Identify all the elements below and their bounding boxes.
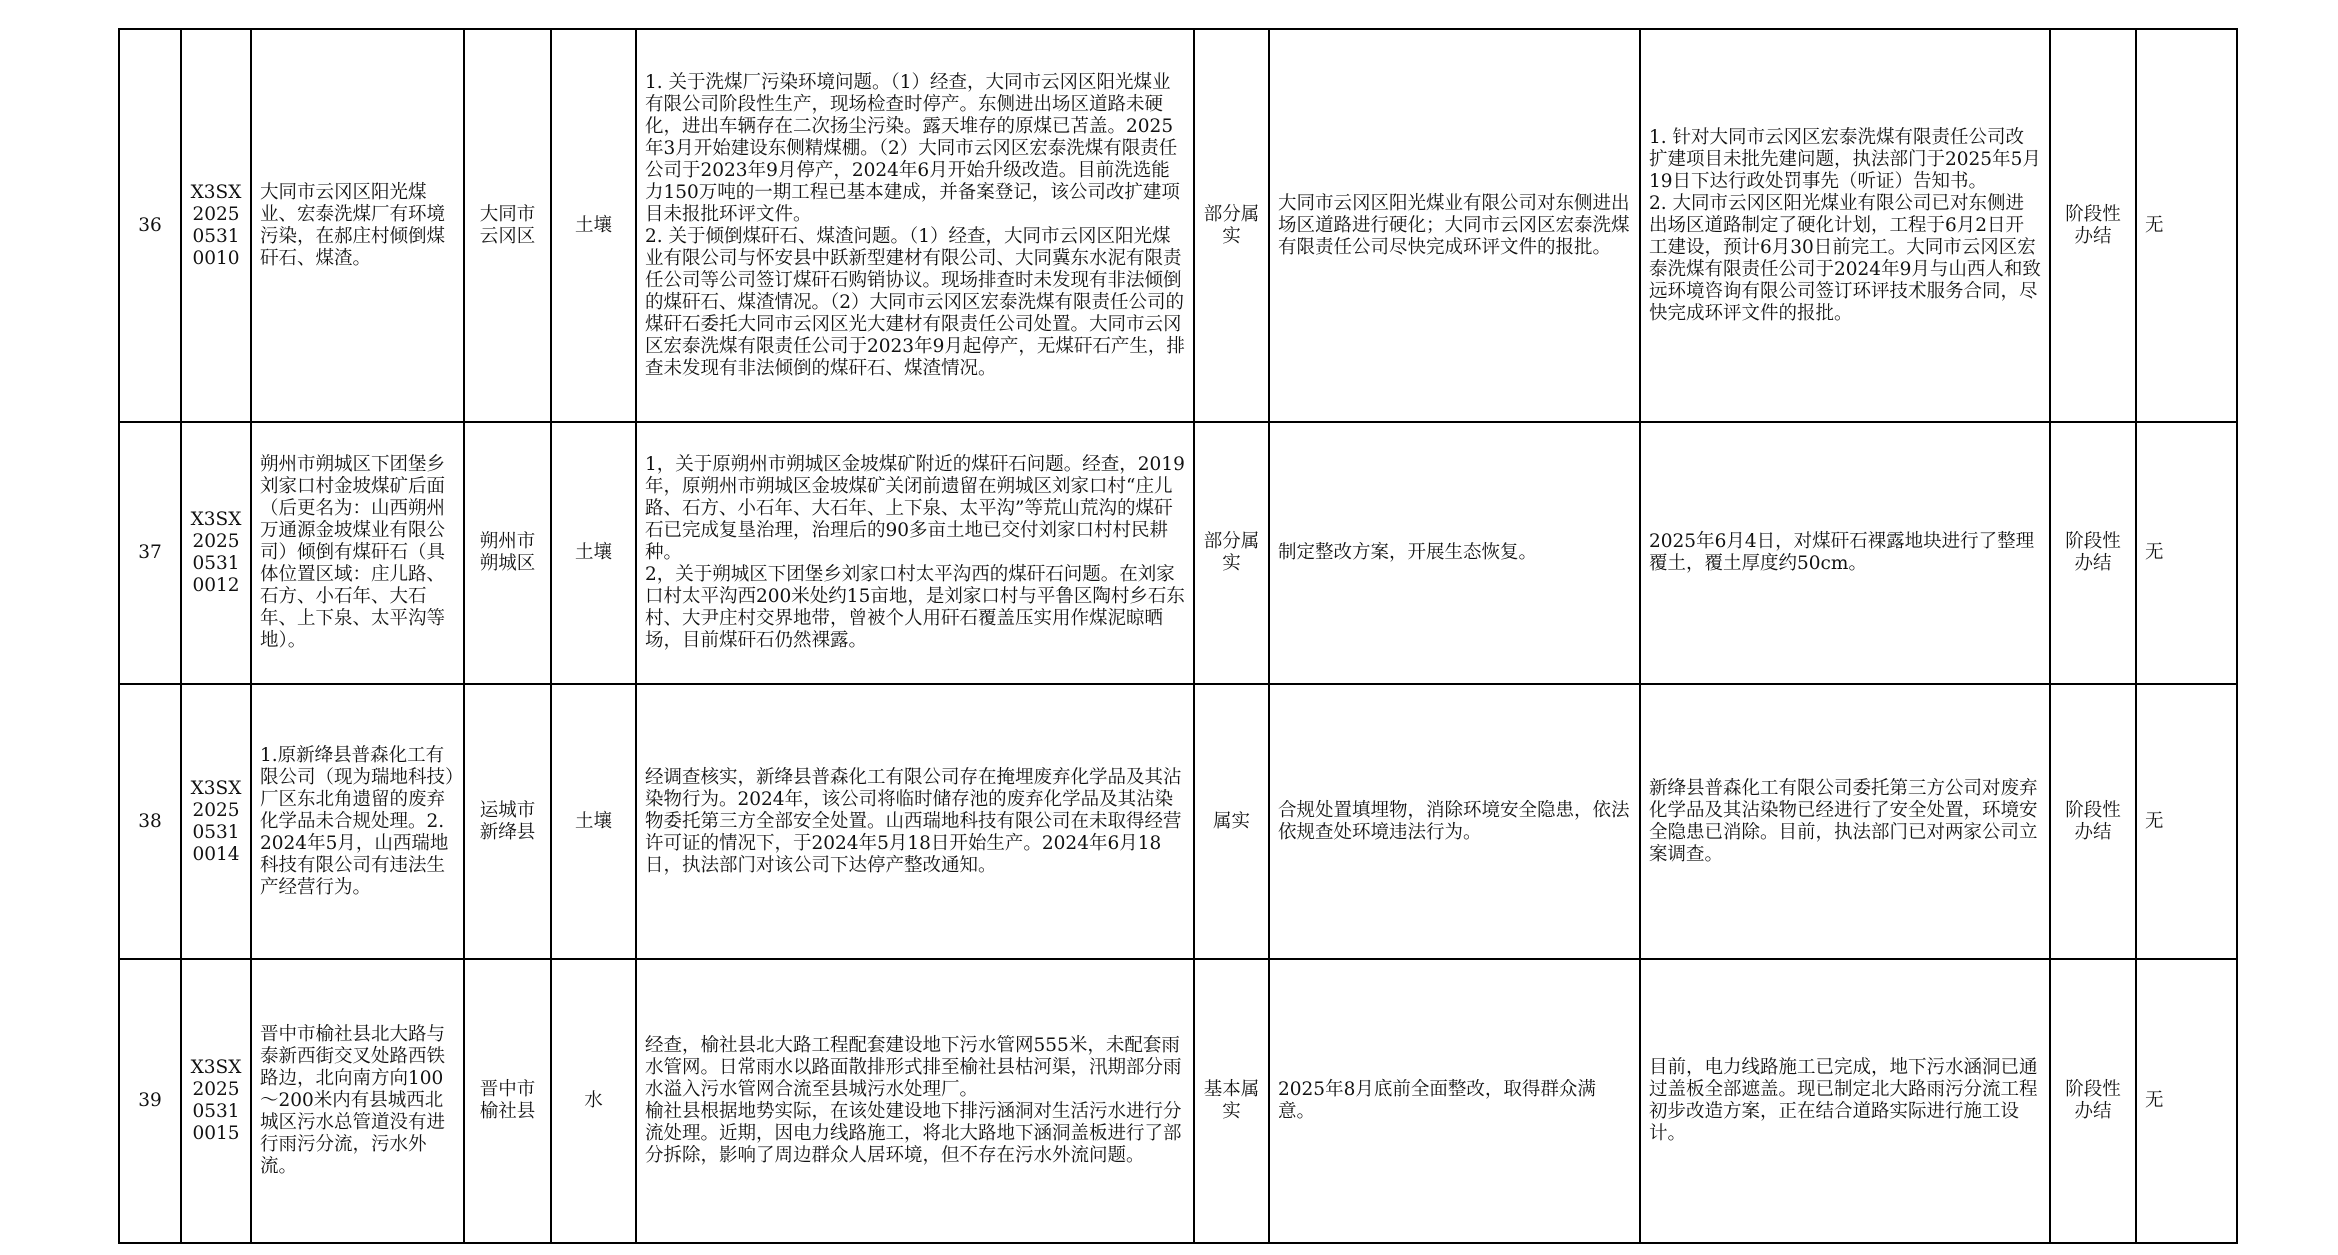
accountability: 无 xyxy=(2136,422,2237,684)
table-row xyxy=(119,422,2237,684)
administrative-region: 晋中市榆社县 xyxy=(464,959,551,1243)
rectification-measures: 大同市云冈区阳光煤业有限公司对东侧进出场区道路进行硬化；大同市云冈区宏泰洗煤有限责任公司尽快完成环评文件的报批。 xyxy=(1269,29,1640,422)
administrative-region: 大同市云冈区 xyxy=(464,29,551,422)
row-number: 38 xyxy=(119,684,181,959)
case-code: X3SX20250531 0012 xyxy=(181,422,251,684)
rectification-measures: 2025年8月底前全面整改，取得群众满意。 xyxy=(1269,959,1640,1243)
issue-description: 晋中市榆社县北大路与泰新西街交叉处路西铁路边，北向南方向100～200米内有县城西北城区污水总管道没有进行雨污分流，污水外流。 xyxy=(251,959,464,1243)
row-number: 36 xyxy=(119,29,181,422)
row-number: 37 xyxy=(119,422,181,684)
rectification-progress: 新绛县普森化工有限公司委托第三方公司对废弃化学品及其沾染物已经进行了安全处置，环境安全隐患已消除。目前，执法部门已对两家公司立案调查。 xyxy=(1640,684,2050,959)
pollution-type: 土壤 xyxy=(551,684,636,959)
rectification-progress: 2025年6月4日，对煤矸石裸露地块进行了整理覆土，覆土厚度约50cm。 xyxy=(1640,422,2050,684)
handling-status: 阶段性办结 xyxy=(2050,684,2136,959)
accountability: 无 xyxy=(2136,29,2237,422)
administrative-region: 朔州市朔城区 xyxy=(464,422,551,684)
table-body xyxy=(119,29,2237,1243)
rectification-progress: 目前，电力线路施工已完成，地下污水涵洞已通过盖板全部遮盖。现已制定北大路雨污分流工程初步改造方案，正在结合道路实际进行施工设计。 xyxy=(1640,959,2050,1243)
pollution-type: 水 xyxy=(551,959,636,1243)
verdict: 属实 xyxy=(1194,684,1269,959)
issue-description: 1.原新绛县普森化工有限公司（现为瑞地科技）厂区东北角遗留的废弃化学品未合规处理。2.2024年5月，山西瑞地科技有限公司有违法生产经营行为。 xyxy=(251,684,464,959)
verdict: 基本属实 xyxy=(1194,959,1269,1243)
verdict: 部分属实 xyxy=(1194,29,1269,422)
investigation-findings: 经调查核实，新绛县普森化工有限公司存在掩埋废弃化学品及其沾染物行为。2024年，该公司将临时储存池的废弃化学品及其沾染物委托第三方全部安全处置。山西瑞地科技有限公司在未取得经营许可证的情况下，于2024年5月18日开始生产。2024年6月18日，执法部门对该公司下达停产整改通知。 xyxy=(636,684,1194,959)
case-code: X3SX20250531 0015 xyxy=(181,959,251,1243)
investigation-findings: 1. 关于洗煤厂污染环境问题。（1）经查，大同市云冈区阳光煤业有限公司阶段性生产，现场检查时停产。东侧进出场区道路未硬化，进出车辆存在二次扬尘污染。露天堆存的原煤已苫盖。2025年3月开始建设东侧精煤棚。（2）大同市云冈区宏泰洗煤有限责任公司于2023年9月停产，2024年6月开始升级改造。目前洗选能力150万吨的一期工程已基本建成，并备案登记，该公司改扩建项目未报批环评文件。 2. 关于倾倒煤矸石、煤渣问题。（1）经查，大同市云冈区阳光煤业有限公司与怀安县中跃新型建材有限公司、大同冀东水泥有限责任公司等公司签订煤矸石购销协议。现场排查时未发现有非法倾倒的煤矸石、煤渣情况。（2）大同市云冈区宏泰洗煤有限责任公司的煤矸石委托大同市云冈区光大建材有限责任公司处置。大同市云冈区宏泰洗煤有限责任公司于2023年9月起停产，无煤矸石产生，排查未发现有非法倾倒的煤矸石、煤渣情况。 xyxy=(636,29,1194,422)
accountability: 无 xyxy=(2136,684,2237,959)
verdict: 部分属实 xyxy=(1194,422,1269,684)
row-number: 39 xyxy=(119,959,181,1243)
case-code: X3SX20250531 0010 xyxy=(181,29,251,422)
pollution-type: 土壤 xyxy=(551,29,636,422)
handling-status: 阶段性办结 xyxy=(2050,959,2136,1243)
table-row xyxy=(119,29,2237,422)
administrative-region: 运城市新绛县 xyxy=(464,684,551,959)
rectification-measures: 制定整改方案，开展生态恢复。 xyxy=(1269,422,1640,684)
investigation-findings: 经查，榆社县北大路工程配套建设地下污水管网555米，未配套雨水管网。日常雨水以路面散排形式排至榆社县枯河渠，汛期部分雨水溢入污水管网合流至县城污水处理厂。 榆社县根据地势实际，在该处建设地下排污涵洞对生活污水进行分流处理。近期，因电力线路施工，将北大路地下涵洞盖板进行了部分拆除，影响了周边群众人居环境，但不存在污水外流问题。 xyxy=(636,959,1194,1243)
case-code: X3SX20250531 0014 xyxy=(181,684,251,959)
handling-status: 阶段性办结 xyxy=(2050,29,2136,422)
investigation-findings: 1，关于原朔州市朔城区金坡煤矿附近的煤矸石问题。经查，2019年，原朔州市朔城区金坡煤矿关闭前遗留在朔城区刘家口村“庄儿路、石方、小石年、大石年、上下泉、太平沟”等荒山荒沟的煤矸石已完成复垦治理，治理后的90多亩土地已交付刘家口村村民耕种。 2，关于朔城区下团堡乡刘家口村太平沟西的煤矸石问题。在刘家口村太平沟西200米处约15亩地，是刘家口村与平鲁区陶村乡石东村、大尹庄村交界地带，曾被个人用矸石覆盖压实用作煤泥晾晒场，目前煤矸石仍然裸露。 xyxy=(636,422,1194,684)
rectification-progress: 1. 针对大同市云冈区宏泰洗煤有限责任公司改扩建项目未批先建问题，执法部门于2025年5月19日下达行政处罚事先（听证）告知书。 2. 大同市云冈区阳光煤业有限公司已对东侧进出场区道路制定了硬化计划，工程于6月2日开工建设，预计6月30日前完工。大同市云冈区宏泰洗煤有限责任公司于2024年9月与山西人和致远环境咨询有限公司签订环评技术服务合同，尽快完成环评文件的报批。 xyxy=(1640,29,2050,422)
pollution-type: 土壤 xyxy=(551,422,636,684)
handling-status: 阶段性办结 xyxy=(2050,422,2136,684)
case-table xyxy=(118,28,2238,1244)
rectification-measures: 合规处置填埋物，消除环境安全隐患，依法依规查处环境违法行为。 xyxy=(1269,684,1640,959)
table-row xyxy=(119,959,2237,1243)
issue-description: 大同市云冈区阳光煤业、宏泰洗煤厂有环境污染，在郝庄村倾倒煤矸石、煤渣。 xyxy=(251,29,464,422)
issue-description: 朔州市朔城区下团堡乡刘家口村金坡煤矿后面（后更名为：山西朔州万通源金坡煤业有限公司）倾倒有煤矸石（具体位置区域：庄儿路、石方、小石年、大石年、上下泉、太平沟等地）。 xyxy=(251,422,464,684)
table-row xyxy=(119,684,2237,959)
accountability: 无 xyxy=(2136,959,2237,1243)
